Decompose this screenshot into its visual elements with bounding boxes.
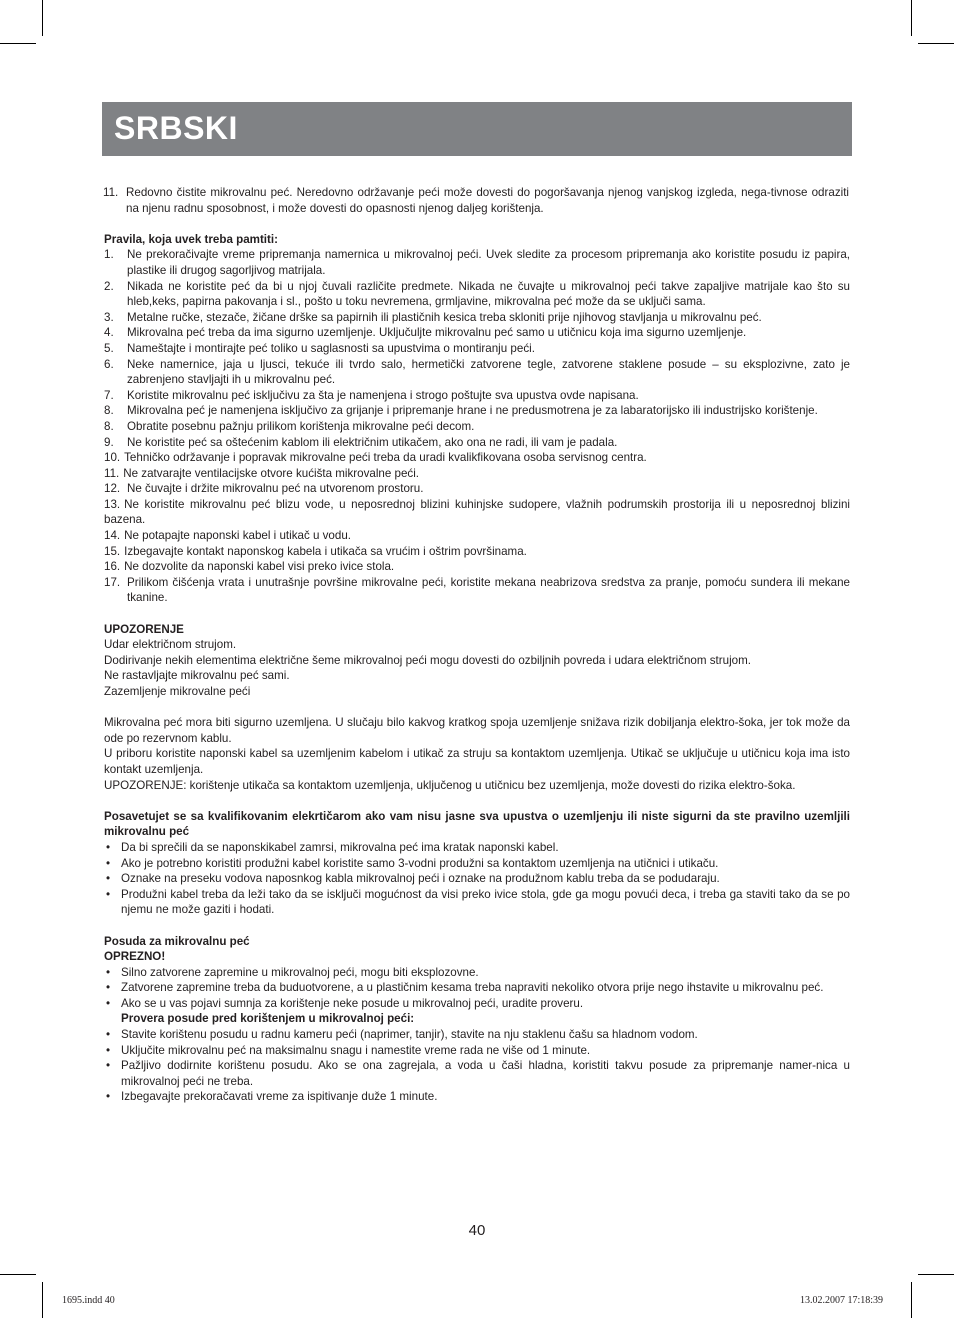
- warning-heading: UPOZORENJE: [104, 622, 184, 636]
- rule-item: [104, 419, 850, 435]
- item-text: Ne prekoračivajte vreme pripremanja namernica u mikrovalnoj peći. Uvek sledite za procesom pripremanja ako koristite posudu iz papira, plastike ili drugog sagorljivog matrijala.: [127, 248, 850, 277]
- cookware-list: [104, 965, 850, 1012]
- bullet-item: [104, 1089, 850, 1105]
- item-number: 9.: [104, 435, 114, 449]
- rule-item: [104, 247, 850, 278]
- bullet-text: Ako se u vas pojavi sumnja za korištenje neke posude u mikrovalnoj peći, uradite proveru.: [121, 996, 584, 1010]
- item-number: 11.: [104, 466, 120, 480]
- rule-item: [104, 279, 850, 310]
- bullet-item: [104, 1058, 850, 1089]
- item-text: Mikrovalna peć je namenjena isključivo za grijanje i pripremanje hrane i ne predusmotrena je za labaratorijsko ili industrijsko korištenje.: [127, 404, 818, 418]
- rules-list: [104, 247, 850, 606]
- item-text: Obratite posebnu pažnju prilikom korištenja mikrovalne peći decom.: [127, 419, 475, 433]
- test-list: [104, 1027, 850, 1105]
- bullet-icon: •: [106, 965, 111, 979]
- item-text: Nikada ne koristite peć da bi u njoj čuvali različite predmete. Nikada ne čuvajte u mikrovalnoj peći takve zapaljive matrijale kao što su hleb,keks, papirna pakovanja i sl., pošto u toku nevremena, grmljavine, mikrovalna peć može da se uključi sama.: [127, 279, 850, 309]
- page-title: SRBSKI: [114, 110, 238, 146]
- crop-mark: [918, 1274, 954, 1275]
- crop-mark: [0, 43, 36, 44]
- bullet-icon: •: [106, 872, 111, 886]
- item-number: 7.: [104, 388, 114, 402]
- crop-mark: [0, 1274, 36, 1275]
- item-text: Nameštajte i montirajte peć toliko u saglasnosti sa upustvima o montiranju peći.: [127, 341, 535, 355]
- bullet-text: Silno zatvorene zapremine u mikrovalnoj peći, mogu biti eksplozovne.: [121, 965, 479, 979]
- bullet-text: Pažljivo dodirnite korištenu posudu. Ako se ona zagrejala, a voda u čaši hladna, koristiti takvu posude za pripremanje namer-nica u mikrovalnoj peći ne treba.: [121, 1059, 850, 1088]
- item-number: 8.: [104, 404, 114, 418]
- item-text: Metalne ručke, stezače, žičane drške sa papirnih ili plastičnih kesica treba skloniti prije njihovog stavljanja u mikrovalnu peć.: [127, 310, 762, 324]
- item-number: 14.: [104, 529, 121, 543]
- item-number: 11.: [103, 186, 119, 199]
- rule-item: [104, 497, 850, 528]
- warning-line: Ne rastavljajte mikrovalnu peć sami.: [104, 669, 290, 683]
- item-number: 12.: [104, 482, 121, 496]
- rule-item: [104, 528, 850, 544]
- crop-mark: [911, 1282, 912, 1318]
- rule-item: [104, 310, 850, 326]
- bullet-item: [104, 996, 850, 1012]
- crop-mark: [911, 0, 912, 36]
- rule-item: [104, 559, 850, 575]
- warning-paragraph: Mikrovalna peć mora biti sigurno uzemljena. U slučaju bilo kakvog kratkog spoja uzemljenje snižava rizik dobiljanja elektro-šoka, jer tok može da ode po rezervnom kablu.: [104, 716, 850, 745]
- item-text: Prilikom čišćenja vrata i unutrašnje površine mikrovalne peći, koristite mekana neabrizova sredstva za pranje, pomoću sundera ili mekane tkanine.: [127, 575, 850, 605]
- crop-mark: [918, 43, 954, 44]
- bullet-icon: •: [106, 996, 111, 1010]
- rule-item: [104, 325, 850, 341]
- bullet-icon: •: [106, 1059, 111, 1073]
- footer-timestamp: 13.02.2007 17:18:39: [799, 1295, 883, 1306]
- warning-paragraph: U priboru koristite naponski kabel sa uzemljenim kabelom i utikač za struju sa kontaktom uzemljenja. Utikač se uključuje u utičnicu koja ima isto kontakt uzemljenja.: [104, 747, 850, 776]
- bullet-item: [104, 1027, 850, 1043]
- rule-item: [104, 544, 850, 560]
- item-number: 6.: [104, 357, 114, 371]
- bullet-item: [104, 856, 850, 872]
- rule-item: [104, 357, 850, 388]
- rules-heading: Pravila, koja uvek treba pamtiti:: [104, 232, 278, 246]
- warning-line: Dodirivanje nekih elementima električne šeme mikrovalnoj peći mogu dovesti do ozbiljnih povreda i udara električnom strujom.: [104, 653, 751, 667]
- rule-item: [104, 466, 850, 482]
- item-text: Ne zatvarajte ventilacijske otvore kućišta mikrovalne peći.: [123, 466, 420, 480]
- bullet-item: [104, 965, 850, 981]
- bullet-icon: •: [106, 856, 111, 870]
- item-text: Ne koristite peć sa oštećenim kablom ili električnim utikačem, ako ona ne radi, ili vam je padala.: [127, 435, 618, 449]
- item-number: 5.: [104, 341, 114, 355]
- advice-heading: Posavetujet se sa kvalifikovanim elekrtičarom ako vam nisu jasne sva upustva o uzemljenju ili niste sigurni da ste pravilno uzemljili mikrovalnu peć: [104, 809, 850, 839]
- bullet-text: Uključite mikrovalnu peć na maksimalnu snagu i namestite vreme rada ne više od 1 minute.: [121, 1043, 591, 1057]
- bullet-item: [104, 887, 850, 918]
- bullet-text: Zatvorene zapremine treba da buduotvorene, a u plastičnim kesama treba napraviti nekoliko otvora prije nego ihstavite u mikrovalnu peć.: [121, 981, 824, 995]
- warning-line: Udar električnom strujom.: [104, 638, 237, 652]
- warning-line: Zazemljenje mikrovalne peći: [104, 685, 251, 698]
- item-number: 15.: [104, 544, 121, 558]
- item-text: Mikrovalna peć treba da ima sigurno uzemljenje. Uključuljte mikrovalnu peć samo u utičnicu koja ima sigurno uzemljenje.: [127, 326, 747, 340]
- item-number: 2.: [104, 279, 114, 293]
- bullet-item: [104, 840, 850, 856]
- rule-item: [104, 481, 850, 497]
- bullet-icon: •: [106, 1028, 111, 1042]
- crop-mark: [42, 0, 43, 36]
- footer-file-info: 1695.indd 40: [62, 1295, 115, 1306]
- list-item: [103, 185, 849, 216]
- bullet-text: Stavite korištenu posudu u radnu kameru peći (naprimer, tanjir), stavite na nju staklenu čašu sa hladnom vodom.: [121, 1028, 698, 1042]
- bullet-icon: •: [106, 981, 111, 995]
- item-number: 4.: [104, 326, 114, 340]
- item-number: 13.: [104, 497, 121, 511]
- document-body: [104, 185, 850, 1105]
- item-text: Ne koristite mikrovalnu peć blizu vode, u neposrednoj blizini kuhinjske sudopere, vlažnih podrumskih prostorija ili u neposrednoj blizini bazena.: [104, 497, 850, 527]
- rule-item: [104, 388, 850, 404]
- bullet-text: Izbegavajte prekoračavati vreme za ispitivanje duže 1 minute.: [121, 1090, 438, 1104]
- item-text: Ne dozvolite da naponski kabel visi preko ivice stola.: [124, 560, 395, 574]
- bullet-item: [104, 1043, 850, 1059]
- item-text: Koristite mikrovalnu peć isključivu za šta je namenjena i strogo poštujte sva upustva ovde napisana.: [127, 388, 639, 402]
- item-text: Ne potapajte naponski kabel i utikač u vodu.: [124, 529, 351, 543]
- item-text: Izbegavajte kontakt naponskog kabela i utikača sa vrućim i oštrim površinama.: [124, 544, 527, 558]
- test-heading: Provera posude pred korištenjem u mikrovalnoj peći:: [121, 1012, 415, 1026]
- item-number: 16.: [104, 560, 121, 574]
- bullet-icon: •: [106, 1043, 111, 1057]
- warning-paragraph: UPOZORENJE: korištenje utikača sa kontaktom uzemljenja, uključenog u utičnicu bez uzemljenja, može dovesti do rizika elektro-šoka.: [104, 778, 796, 792]
- rule-item: [104, 450, 850, 466]
- item-text: Ne čuvajte i držite mikrovalnu peć na utvorenom prostoru.: [127, 482, 424, 496]
- item-number: 3.: [104, 310, 114, 324]
- rule-item: [104, 575, 850, 606]
- language-header-bar: [102, 102, 852, 156]
- item-number: 10.: [104, 451, 121, 465]
- bullet-text: Ako je potrebno koristiti produžni kabel koristite samo 3-vodni produžni sa kontaktom uzemljenja na utičnici i utikaču.: [121, 856, 719, 870]
- bullet-icon: •: [106, 1090, 111, 1104]
- bullet-text: Da bi sprečili da se naponskikabel zamrsi, mikrovalna peć ima kratak naponski kabel.: [121, 840, 559, 854]
- bullet-icon: •: [106, 887, 111, 901]
- bullet-item: [104, 871, 850, 887]
- intro-list: [104, 185, 850, 216]
- item-number: 17.: [104, 575, 121, 589]
- caution-label: OPREZNO!: [104, 950, 166, 964]
- page-number: 40: [468, 1222, 486, 1239]
- bullet-text: Produžni kabel treba da leži tako da se isključi mogućnost da visi preko ivice stola, gde ga mogu povući deca, i treba ga staviti tako da se po njemu ne može gaziti i hodati.: [121, 887, 850, 917]
- bullet-icon: •: [106, 840, 111, 854]
- rule-item: [104, 403, 850, 419]
- rule-item: [104, 341, 850, 357]
- item-text: Redovno čistite mikrovalnu peć. Neredovno održavanje peći može dovesti do pogoršavanja njenog vanjskog izgleda, nega-tivnose odraziti na njenu radnu sposobnost, i može dovesti do opasnosti njenog daljeg korištenja.: [126, 186, 849, 215]
- item-text: Neke namernice, jaja u ljusci, tekuće ili tvrdo salo, hermetički zatvorene tegle, zatvorene staklene posude – su eksplozivne, zato je zabrenjeno stavljajti ih u mikrovalnu peć.: [127, 357, 850, 387]
- rule-item: [104, 435, 850, 451]
- item-text: Tehničko održavanje i popravak mikrovalne peći treba da uradi kvalikfikovana osoba servisnog centra.: [124, 451, 647, 465]
- bullet-item: [104, 980, 850, 996]
- item-number: 1.: [104, 248, 114, 262]
- cookware-heading: Posuda za mikrovalnu peć: [104, 934, 250, 948]
- crop-mark: [42, 1282, 43, 1318]
- item-number: 8.: [104, 419, 114, 433]
- bullet-text: Oznake na preseku vodova naposnkog kabla mikrovalnoj peći i oznake na produžnom kablu treba da se podudaraju.: [121, 872, 720, 886]
- advice-list: [104, 840, 850, 918]
